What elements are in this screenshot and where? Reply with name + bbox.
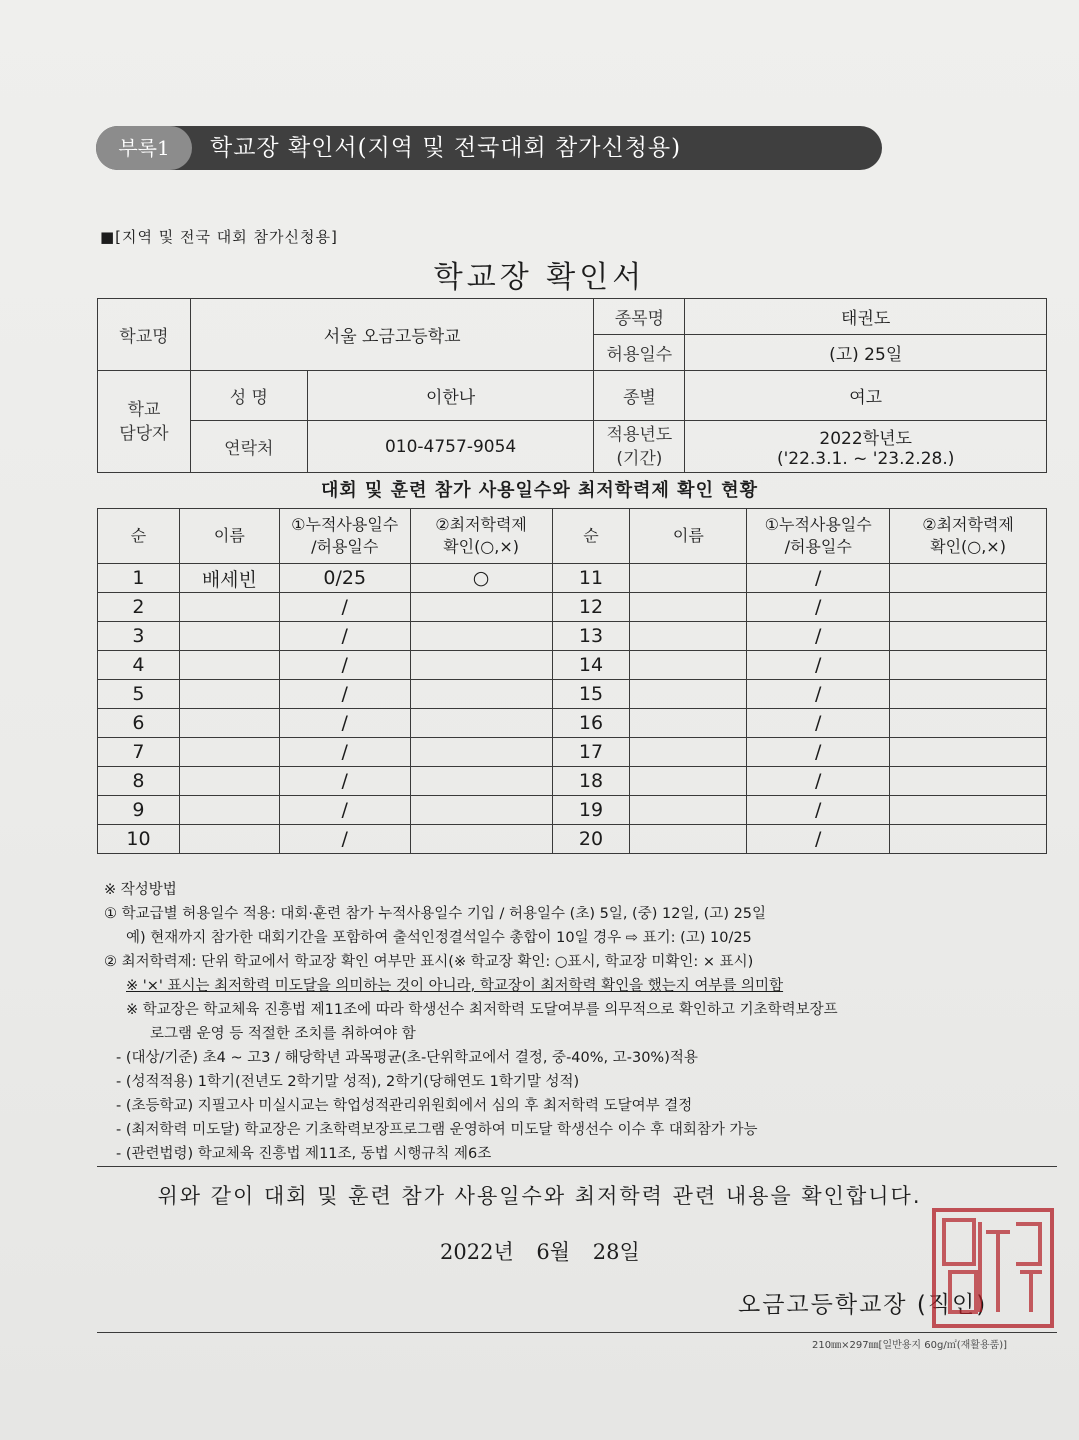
year-cell xyxy=(685,421,1047,473)
note-2-law-a: ※ 학교장은 학교체육 진흥법 제11조에 따라 학생선수 최저학력 도달여부를 의무적으로 확인하고 기초학력보장프 xyxy=(126,1002,838,1018)
confirmation-text: 위와 같이 대회 및 훈련 참가 사용일수와 최저학력 관련 내용을 확인합니다. xyxy=(157,1184,922,1208)
sport-value: 태권도 xyxy=(685,299,1047,335)
table-cell: 5 xyxy=(98,680,180,709)
seal-glyph-icon xyxy=(936,1212,1050,1324)
person-name-value: 이한나 xyxy=(307,371,594,421)
table-cell xyxy=(890,767,1047,796)
table-cell xyxy=(630,680,747,709)
official-seal xyxy=(932,1208,1054,1328)
table-cell: / xyxy=(747,622,890,651)
column-header: 순 xyxy=(552,509,630,564)
table-cell: 18 xyxy=(552,767,630,796)
table-cell: / xyxy=(279,709,410,738)
table-cell xyxy=(179,709,279,738)
table-cell xyxy=(630,825,747,854)
table-cell: / xyxy=(279,767,410,796)
appendix-tag: 부록1 xyxy=(96,126,192,170)
table-cell: 12 xyxy=(552,593,630,622)
column-header: ②최저학력제 확인(○,×) xyxy=(890,509,1047,564)
table-cell: / xyxy=(747,796,890,825)
allowed-days-value: (고) 25일 xyxy=(685,335,1047,371)
date-year: 2022년 xyxy=(440,1240,514,1264)
table-cell: 2 xyxy=(98,593,180,622)
paper-size-note: 210㎜×297㎜[일반용지 60g/㎡(재활용품)] xyxy=(812,1340,1008,1351)
table-cell: / xyxy=(279,680,410,709)
table-cell: / xyxy=(747,564,890,593)
table-cell: 6 xyxy=(98,709,180,738)
column-header: ①누적사용일수 /허용일수 xyxy=(747,509,890,564)
table-cell xyxy=(630,564,747,593)
issue-date xyxy=(440,1236,640,1266)
table-row xyxy=(98,680,1047,709)
note-detail-1: - (대상/기준) 초4 ~ 고3 / 해당학년 과목평균(초-단위학교에서 결정, 중-40%, 고-30%)적용 xyxy=(116,1050,698,1066)
table-cell: 17 xyxy=(552,738,630,767)
table-cell xyxy=(890,825,1047,854)
school-name-value: 서울 오금고등학교 xyxy=(190,299,594,371)
table-cell xyxy=(179,622,279,651)
table-row xyxy=(98,709,1047,738)
table-row xyxy=(98,825,1047,854)
table-cell xyxy=(630,796,747,825)
usage-status-table xyxy=(97,508,1047,854)
table-cell: / xyxy=(279,651,410,680)
table-cell xyxy=(890,651,1047,680)
table-cell: 10 xyxy=(98,825,180,854)
note-detail-2: - (성적적용) 1학기(전년도 2학기말 성적), 2학기(당해연도 1학기말 성적) xyxy=(116,1074,580,1090)
table-cell: / xyxy=(747,709,890,738)
table-row xyxy=(98,767,1047,796)
manager-label: 학교 담당자 xyxy=(98,371,191,473)
table-cell xyxy=(410,709,552,738)
table-cell: 배세빈 xyxy=(179,564,279,593)
table-row xyxy=(98,738,1047,767)
note-detail-3: - (초등학교) 지필고사 미실시교는 학업성적관리위원회에서 심의 후 최저학력 도달여부 결정 xyxy=(116,1098,693,1114)
table-cell: 1 xyxy=(98,564,180,593)
table-cell xyxy=(890,796,1047,825)
table-cell xyxy=(890,738,1047,767)
table-cell xyxy=(410,593,552,622)
table-cell xyxy=(890,680,1047,709)
table-cell xyxy=(179,825,279,854)
table-cell xyxy=(410,622,552,651)
notes-heading: ※ 작성방법 xyxy=(104,882,177,898)
table-cell: / xyxy=(747,825,890,854)
table-cell: / xyxy=(279,622,410,651)
table-cell xyxy=(410,651,552,680)
table-cell: / xyxy=(747,680,890,709)
table-cell xyxy=(179,767,279,796)
table-cell xyxy=(890,622,1047,651)
table-cell: 7 xyxy=(98,738,180,767)
divider-bottom xyxy=(97,1332,1057,1333)
person-name-label: 성 명 xyxy=(190,371,307,421)
table-cell: 3 xyxy=(98,622,180,651)
note-2-x-mark: ※ '×' 표시는 최저학력 미도달을 의미하는 것이 아니라, 학교장이 최저학력 확인을 했는지 여부를 의미함 xyxy=(126,978,784,994)
column-header: 순 xyxy=(98,509,180,564)
school-name-label: 학교명 xyxy=(98,299,191,371)
period-value: ('22.3.1. ~ '23.2.28.) xyxy=(776,449,955,469)
table-cell xyxy=(410,680,552,709)
table-cell: 0/25 xyxy=(279,564,410,593)
column-header: 이름 xyxy=(630,509,747,564)
note-2-law-b: 로그램 운영 등 적절한 조치를 취하여야 함 xyxy=(150,1026,416,1042)
table-cell: 20 xyxy=(552,825,630,854)
table-cell xyxy=(890,564,1047,593)
table-cell: ○ xyxy=(410,564,552,593)
table-cell: 14 xyxy=(552,651,630,680)
contact-value: 010-4757-9054 xyxy=(307,421,594,473)
section-label: ■[지역 및 전국 대회 참가신청용] xyxy=(100,228,338,246)
table-cell: / xyxy=(279,593,410,622)
table-cell xyxy=(410,825,552,854)
category-label: 종별 xyxy=(594,371,685,421)
instructions xyxy=(104,878,1004,1166)
table-cell xyxy=(179,651,279,680)
date-day: 28일 xyxy=(592,1240,640,1264)
document-title: 학교장 확인서 xyxy=(433,260,646,295)
table-cell: 15 xyxy=(552,680,630,709)
table-cell: 11 xyxy=(552,564,630,593)
table-cell xyxy=(630,651,747,680)
table-row xyxy=(98,564,1047,593)
table-row xyxy=(98,796,1047,825)
school-info-table xyxy=(97,298,1047,473)
allowed-days-label: 허용일수 xyxy=(594,335,685,371)
table-cell xyxy=(179,593,279,622)
table-cell: / xyxy=(747,651,890,680)
header-title: 학교장 확인서(지역 및 전국대회 참가신청용) xyxy=(210,135,682,161)
table-cell: / xyxy=(279,825,410,854)
table-cell xyxy=(179,680,279,709)
table-cell: 8 xyxy=(98,767,180,796)
status-title: 대회 및 훈련 참가 사용일수와 최저학력제 확인 현황 xyxy=(320,480,758,501)
table-cell: 9 xyxy=(98,796,180,825)
note-1: ① 학교급별 허용일수 적용: 대회·훈련 참가 누적사용일수 기입 / 허용일수 (초) 5일, (중) 12일, (고) 25일 xyxy=(104,906,767,922)
table-row xyxy=(98,593,1047,622)
table-cell: / xyxy=(747,593,890,622)
table-cell xyxy=(630,593,747,622)
principal-signature: 오금고등학교장 (직인) xyxy=(738,1292,988,1318)
column-header: 이름 xyxy=(179,509,279,564)
table-cell: / xyxy=(279,738,410,767)
note-detail-5: - (관련법령) 학교체육 진흥법 제11조, 동법 시행규칙 제6조 xyxy=(116,1146,492,1162)
date-month: 6월 xyxy=(536,1240,571,1264)
table-row xyxy=(98,651,1047,680)
column-header: ①누적사용일수 /허용일수 xyxy=(279,509,410,564)
table-cell xyxy=(410,796,552,825)
table-cell xyxy=(890,709,1047,738)
table-cell xyxy=(410,767,552,796)
table-cell: 16 xyxy=(552,709,630,738)
table-cell xyxy=(630,622,747,651)
table-cell xyxy=(179,796,279,825)
divider-top xyxy=(97,1166,1057,1167)
table-cell: 19 xyxy=(552,796,630,825)
category-value: 여고 xyxy=(685,371,1047,421)
table-cell xyxy=(179,738,279,767)
note-1-example: 예) 현재까지 참가한 대회기간을 포함하여 출석인정결석일수 총합이 10일 경우 ⇨ 표기: (고) 10/25 xyxy=(126,930,752,946)
table-cell: 4 xyxy=(98,651,180,680)
table-cell: / xyxy=(747,738,890,767)
year-label: 적용년도 (기간) xyxy=(594,421,685,473)
sport-label: 종목명 xyxy=(594,299,685,335)
table-cell xyxy=(410,738,552,767)
year-value: 2022학년도 xyxy=(819,429,912,449)
table-cell xyxy=(890,593,1047,622)
table-row xyxy=(98,622,1047,651)
table-cell: 13 xyxy=(552,622,630,651)
contact-label: 연락처 xyxy=(190,421,307,473)
table-cell: / xyxy=(279,796,410,825)
table-cell xyxy=(630,709,747,738)
table-cell xyxy=(630,738,747,767)
note-detail-4: - (최저학력 미도달) 학교장은 기초학력보장프로그램 운영하여 미도달 학생선수 이수 후 대회참가 가능 xyxy=(116,1122,758,1138)
note-2: ② 최저학력제: 단위 학교에서 학교장 확인 여부만 표시(※ 학교장 확인: ○표시, 학교장 미확인: × 표시) xyxy=(104,954,754,970)
column-header: ②최저학력제 확인(○,×) xyxy=(410,509,552,564)
table-cell: / xyxy=(747,767,890,796)
table-cell xyxy=(630,767,747,796)
